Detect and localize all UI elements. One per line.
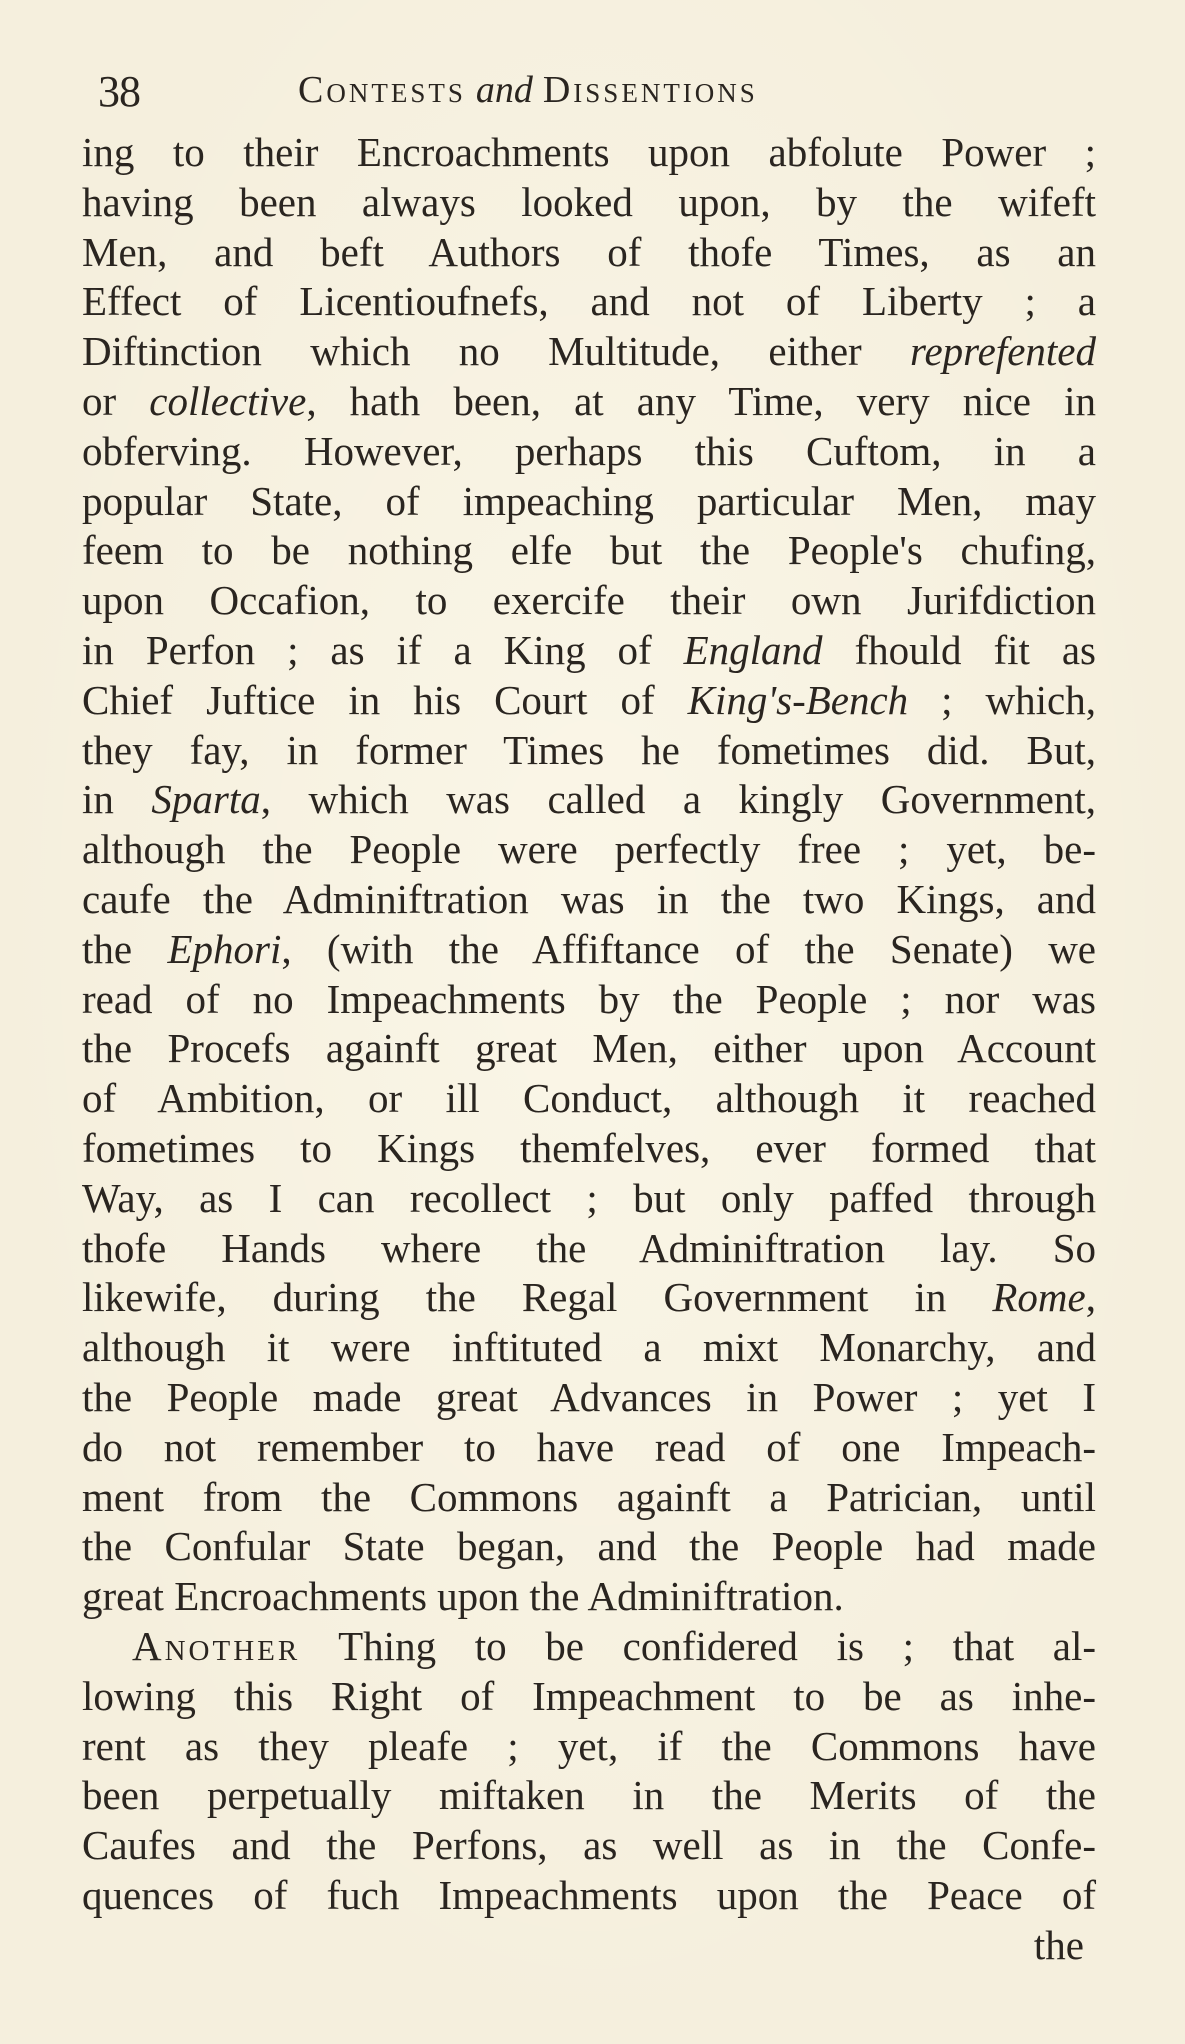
text-line-16	[82, 875, 1096, 925]
line-7-seg-1: obferving. However, perhaps this Cuftom, in a	[82, 427, 1096, 474]
line-11-italic-england: England	[683, 626, 823, 673]
text-line-23	[82, 1224, 1096, 1274]
line-17-italic-ephori: Ephori	[167, 925, 282, 972]
line-25-seg-1: although it were inftituted a mixt Monarchy, and	[82, 1324, 1096, 1371]
line-14-italic-sparta: Sparta	[151, 776, 261, 823]
line-6-italic-collective: collective	[149, 377, 307, 424]
line-14-seg-3: , which was called a kingly Government,	[260, 776, 1096, 823]
line-3-seg-1: Men, and beft Authors of thofe Times, as an	[82, 228, 1096, 275]
text-line-6	[82, 377, 1096, 427]
running-title-and: and	[475, 69, 533, 111]
text-line-11	[82, 626, 1096, 676]
text-line-5	[82, 327, 1096, 377]
text-line-8	[82, 477, 1096, 527]
line-6-seg-3: , hath been, at any Time, very nice in	[306, 377, 1096, 424]
line-24-italic-rome: Rome	[992, 1274, 1086, 1321]
line-31-seg-2: Thing to be confidered is ; that al-	[300, 1622, 1096, 1669]
text-line-17	[82, 925, 1096, 975]
line-24-seg-1: likewife, during the Regal Government in	[82, 1274, 993, 1321]
line-17-seg-3: , (with the Affiftance of the Senate) we	[281, 925, 1096, 972]
line-27-seg-1: do not remember to have read of one Impeach-	[82, 1423, 1096, 1470]
text-line-36	[82, 1871, 1096, 1921]
text-line-27	[82, 1423, 1096, 1473]
text-line-31	[82, 1622, 1096, 1672]
line-1-seg-1: ing to their Encroachments upon abfolute Power ;	[82, 129, 1096, 175]
line-5-seg-1: Diftinction which no Multitude, either	[82, 328, 911, 375]
text-line-22	[82, 1174, 1096, 1224]
text-line-19	[82, 1024, 1096, 1074]
text-line-24	[82, 1273, 1096, 1323]
line-13-seg-1: they fay, in former Times he fometimes did. But,	[82, 726, 1096, 773]
text-line-12	[82, 676, 1096, 726]
line-12-italic-kings-bench: King's-Bench	[687, 676, 909, 723]
line-10-seg-1: upon Occafion, to exercife their own Jurifdiction	[82, 577, 1096, 624]
text-line-29	[82, 1522, 1096, 1572]
text-line-4	[82, 277, 1096, 327]
line-2-seg-1: having been always looked upon, by the wifeft	[82, 178, 1096, 225]
line-6-seg-1: or	[82, 377, 150, 424]
text-line-13	[82, 726, 1096, 776]
line-9-seg-1: feem to be nothing elfe but the People's chufing,	[82, 527, 1096, 574]
text-line-30	[82, 1572, 1096, 1622]
line-12-seg-1: Chief Juftice in his Court of	[82, 676, 688, 723]
line-23-seg-1: thofe Hands where the Adminiftration lay. So	[82, 1224, 1096, 1271]
line-14-seg-1: in	[82, 776, 152, 823]
line-21-seg-1: fometimes to Kings themfelves, ever formed that	[82, 1124, 1096, 1171]
text-line-25	[82, 1323, 1096, 1373]
line-19-seg-1: the Procefs againft great Men, either upon Account	[82, 1025, 1096, 1072]
running-title-part1: Contests	[298, 69, 466, 111]
text-line-9	[82, 526, 1096, 576]
line-24-seg-3: ,	[1085, 1274, 1096, 1321]
text-line-33	[82, 1722, 1096, 1772]
text-line-1	[82, 128, 1096, 178]
catchword	[82, 1921, 1096, 1971]
text-line-34	[82, 1771, 1096, 1821]
page-number: 38	[98, 67, 140, 116]
text-line-14	[82, 775, 1096, 825]
text-line-26	[82, 1373, 1096, 1423]
line-28-seg-1: ment from the Commons againft a Patrician, until	[82, 1473, 1096, 1520]
line-20-seg-1: of Ambition, or ill Conduct, although it reached	[82, 1075, 1096, 1122]
line-5-italic-reprefented: reprefented	[910, 328, 1096, 375]
running-head	[98, 60, 1096, 120]
text-line-18	[82, 975, 1096, 1025]
line-33-seg-1: rent as they pleafe ; yet, if the Commons have	[82, 1722, 1096, 1769]
line-16-seg-1: caufe the Adminiftration was in the two Kings, and	[82, 875, 1096, 922]
text-line-10	[82, 576, 1096, 626]
running-title-part2: Dissentions	[542, 69, 758, 111]
line-36-seg-1: quences of fuch Impeachments upon the Peace of	[82, 1871, 1096, 1918]
running-title	[298, 68, 758, 112]
line-18-seg-1: read of no Impeachments by the People ; nor was	[82, 975, 1096, 1022]
text-line-2	[82, 178, 1096, 228]
line-22-seg-1: Way, as I can recollect ; but only paffed through	[82, 1174, 1096, 1221]
catchword-text: the	[1033, 1921, 1084, 1968]
body-text	[82, 128, 1096, 1970]
text-line-35	[82, 1821, 1096, 1871]
text-line-28	[82, 1473, 1096, 1523]
line-34-seg-1: been perpetually miftaken in the Merits of the	[82, 1772, 1096, 1819]
line-31-smallcaps-another: Another	[132, 1622, 301, 1669]
text-line-32	[82, 1672, 1096, 1722]
text-line-21	[82, 1124, 1096, 1174]
line-35-seg-1: Caufes and the Perfons, as well as in the Confe-	[82, 1822, 1096, 1869]
line-12-seg-3: ; which,	[908, 676, 1096, 723]
line-15-seg-1: although the People were perfectly free ; yet, be-	[82, 826, 1096, 873]
line-29-seg-1: the Confular State began, and the People had made	[82, 1523, 1096, 1570]
line-4-seg-1: Effect of Licentioufnefs, and not of Liberty ; a	[82, 278, 1096, 325]
text-line-3	[82, 228, 1096, 278]
text-line-7	[82, 427, 1096, 477]
line-8-seg-1: popular State, of impeaching particular Men, may	[82, 477, 1096, 524]
text-line-15	[82, 825, 1096, 875]
line-11-seg-1: in Perfon ; as if a King of	[82, 626, 684, 673]
text-line-20	[82, 1074, 1096, 1124]
line-32-seg-1: lowing this Right of Impeachment to be as inhe-	[82, 1672, 1096, 1719]
line-30-seg-1: great Encroachments upon the Adminiftration.	[82, 1573, 844, 1620]
line-17-seg-1: the	[82, 925, 168, 972]
line-11-seg-3: fhould fit as	[822, 626, 1096, 673]
line-26-seg-1: the People made great Advances in Power ; yet I	[82, 1373, 1096, 1420]
